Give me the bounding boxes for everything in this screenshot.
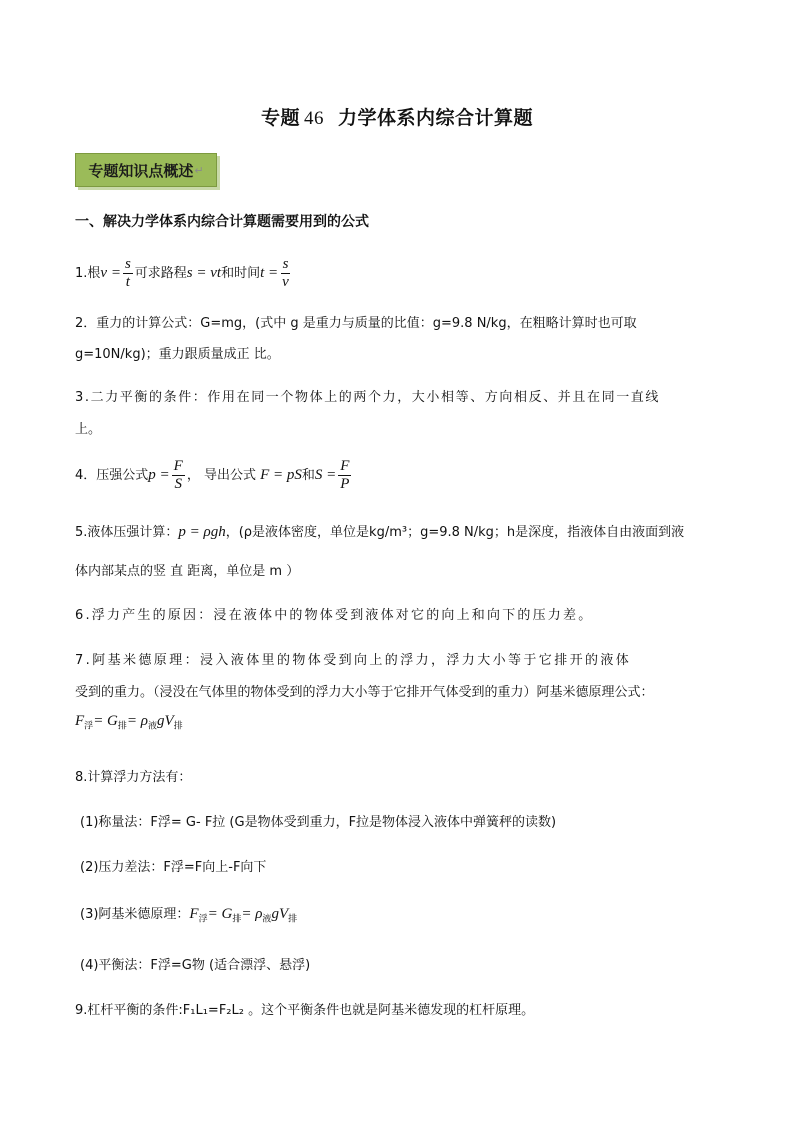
- formula-7-line1: 7.阿基米德原理：浸入液体里的物体受到向上的浮力，浮力大小等于它排开的液体: [75, 653, 632, 668]
- title-number: 46: [304, 108, 324, 129]
- section-heading: 一、解决力学体系内综合计算题需要用到的公式: [75, 214, 369, 230]
- method-3: (3)阿基米德原理：$F_浮= G_排= \rho_液gV_排$: [80, 906, 298, 925]
- formula-2-line1: 2．重力的计算公式：G=mg，(式中 g 是重力与质量的比值：g=9.8 N/kg，在粗略计算时也可取: [75, 316, 637, 331]
- section-tag-label: 专题知识点概述: [88, 161, 194, 180]
- method-1: (1)称量法：F浮= G- F拉 (G是物体受到重力，F拉是物体浸入液体中弹簧秤的读数): [80, 815, 557, 830]
- formula-5-line2: 体内部某点的竖 直 距离，单位是 m ）: [75, 564, 300, 579]
- formula-1: 1.根v = $\frac{s}{t}$ 可求路程s = vt和时间t = $\frac{s}{v}$: [75, 256, 289, 290]
- method-2: (2)压力差法：F浮=F向上-F向下: [80, 860, 267, 875]
- formula-6: 6.浮力产生的原因：浸在液体中的物体受到液体对它的向上和向下的压力差。: [75, 608, 594, 623]
- page-title: [0, 103, 794, 130]
- formula-2-line2: g=10N/kg)；重力跟质量成正 比。: [75, 347, 280, 362]
- formula-3-line2: 上。: [75, 422, 102, 437]
- title-prefix: 专题: [260, 107, 300, 129]
- formula-7-line2: 受到的重力。（浸没在气体里的物体受到的浮力大小等于它排开气体受到的重力）阿基米德原理公式：: [75, 685, 654, 700]
- formula-9: 9.杠杆平衡的条件:F₁L₁=F₂L₂ 。这个平衡条件也就是阿基米德发现的杠杆原理。: [75, 1003, 535, 1018]
- title-text: 力学体系内综合计算题: [338, 107, 534, 129]
- method-4: (4)平衡法：F浮=G物 (适合漂浮、悬浮): [80, 958, 311, 973]
- formula-8-heading: 8.计算浮力方法有：: [75, 770, 192, 785]
- formula-5-line1: 5.液体压强计算：p = ρgh，(ρ是液体密度，单位是kg/m³；g=9.8 N/kg；h是深度，指液体自由液面到液: [75, 524, 685, 540]
- section-tag: [75, 153, 217, 187]
- formula-7-expression: $F_浮= G_排= \rho_液gV_排$: [75, 713, 183, 732]
- formula-4: 4．压强公式p = $\frac{F}{S}$ ， 导出公式 F = pS和S = $\frac{F}{P}$: [75, 458, 350, 492]
- return-mark-icon: ↵: [194, 163, 204, 177]
- formula-3-line1: 3.二力平衡的条件：作用在同一个物体上的两个力，大小相等、方向相反、并且在同一直线: [75, 390, 661, 405]
